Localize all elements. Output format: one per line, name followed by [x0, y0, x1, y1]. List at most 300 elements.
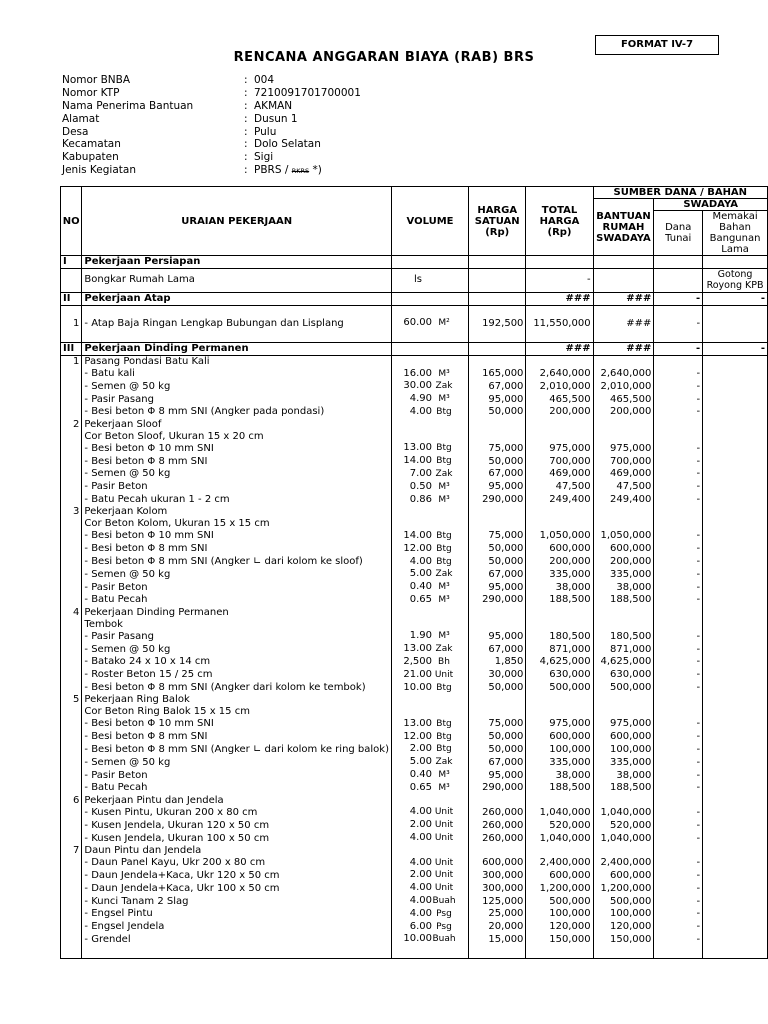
cell-no: 4 [61, 607, 82, 619]
cell-no [61, 832, 82, 845]
info-row [62, 74, 562, 87]
table-row [61, 530, 768, 543]
cell-bantuan: ### [593, 292, 654, 305]
cell-lama [703, 682, 768, 695]
cell-desc: Pekerjaan Kolom [82, 506, 392, 518]
table-row [61, 795, 768, 807]
cell-volume [392, 682, 469, 695]
cell-bantuan: 47,500 [593, 481, 654, 494]
cell-dana: - [654, 669, 703, 682]
cell-harga: 1,850 [469, 656, 526, 669]
cell-volume [392, 292, 469, 305]
volume-unit: M³ [438, 368, 450, 379]
cell-dana [654, 268, 703, 292]
cell-bantuan [593, 845, 654, 857]
cell-dana: - [654, 406, 703, 419]
cell-desc [82, 946, 392, 958]
cell-dana [654, 607, 703, 619]
cell-dana: - [654, 682, 703, 695]
cell-desc: - Semen @ 50 kg [82, 756, 392, 769]
cell-volume [392, 895, 469, 908]
volume-unit: Zak [435, 468, 453, 479]
volume-unit: Btg [436, 718, 452, 729]
cell-lama [703, 556, 768, 569]
cell-volume [392, 819, 469, 832]
cell-lama [703, 882, 768, 895]
cell-lama [703, 731, 768, 744]
cell-bantuan: 120,000 [593, 921, 654, 934]
cell-dana: - [654, 368, 703, 381]
cell-total: 975,000 [526, 718, 593, 731]
volume-unit: Zak [435, 644, 453, 655]
cell-lama [703, 694, 768, 706]
cell-desc: - Semen @ 50 kg [82, 380, 392, 393]
volume-unit: Unit [434, 857, 454, 868]
info-value: Pulu [254, 125, 277, 138]
cell-total [526, 419, 593, 431]
table-row [61, 819, 768, 832]
cell-harga: 260,000 [469, 806, 526, 819]
cell-no [61, 946, 82, 958]
cell-total: 600,000 [526, 543, 593, 556]
cell-desc: - Besi beton Φ 8 mm SNI (Angker dari kolom ke tembok) [82, 682, 392, 695]
volume-unit: M³ [438, 494, 450, 505]
cell-harga: 67,000 [469, 643, 526, 656]
volume-value: 4.00 [409, 882, 432, 894]
cell-desc [82, 305, 392, 317]
cell-desc: - Semen @ 50 kg [82, 468, 392, 481]
table-row [61, 494, 768, 507]
cell-desc: - Besi beton Φ 8 mm SNI [82, 731, 392, 744]
info-row [62, 138, 562, 151]
volume-value: 7.00 [409, 467, 432, 479]
cell-bantuan: 2,010,000 [593, 380, 654, 393]
cell-no: 6 [61, 795, 82, 807]
cell-volume [392, 419, 469, 431]
cell-volume [392, 581, 469, 594]
cell-dana: - [654, 882, 703, 895]
cell-dana: - [654, 630, 703, 643]
cell-dana: - [654, 643, 703, 656]
cell-harga: 95,000 [469, 630, 526, 643]
table-row [61, 619, 768, 631]
cell-harga [469, 268, 526, 292]
table-row [61, 630, 768, 643]
cell-total: 1,050,000 [526, 530, 593, 543]
cell-lama [703, 669, 768, 682]
cell-harga: 15,000 [469, 933, 526, 946]
header-swadaya: SWADAYA [654, 199, 768, 211]
section-row [61, 292, 768, 305]
cell-total [526, 256, 593, 269]
info-label: Jenis Kegiatan [62, 164, 136, 177]
cell-no [61, 543, 82, 556]
cell-volume [392, 756, 469, 769]
cell-bantuan [593, 946, 654, 958]
cell-lama [703, 895, 768, 908]
cell-total: 120,000 [526, 921, 593, 934]
info-value: Dolo Selatan [254, 138, 321, 151]
cell-volume [392, 494, 469, 507]
cell-total: 150,000 [526, 933, 593, 946]
cell-harga: 95,000 [469, 581, 526, 594]
cell-desc: - Besi beton Φ 8 mm SNI [82, 543, 392, 556]
cell-harga [469, 694, 526, 706]
info-label: Nomor KTP [62, 86, 120, 99]
cell-bantuan [593, 619, 654, 631]
cell-no [61, 494, 82, 507]
cell-dana: - [654, 543, 703, 556]
cell-lama [703, 330, 768, 342]
jenis-value-b: RKRS [291, 167, 310, 176]
cell-no [61, 643, 82, 656]
cell-lama: - [703, 342, 768, 355]
cell-desc: - Roster Beton 15 / 25 cm [82, 669, 392, 682]
volume-value: 2,500 [403, 655, 432, 667]
cell-no [61, 431, 82, 443]
table-row [61, 607, 768, 619]
cell-lama [703, 756, 768, 769]
cell-no [61, 933, 82, 946]
info-colon: : [244, 138, 248, 151]
table-row [61, 518, 768, 530]
table-row [61, 268, 768, 292]
table-row [61, 481, 768, 494]
cell-no [61, 530, 82, 543]
info-value: Dusun 1 [254, 112, 298, 125]
volume-value: 2.00 [409, 869, 432, 881]
table-row [61, 895, 768, 908]
cell-bantuan: 335,000 [593, 568, 654, 581]
cell-harga [469, 330, 526, 342]
cell-volume [392, 832, 469, 845]
volume-unit: Psg [436, 908, 452, 919]
volume-unit: Btg [436, 744, 452, 755]
cell-no [61, 682, 82, 695]
cell-lama [703, 506, 768, 518]
cell-volume [392, 619, 469, 631]
table-row [61, 468, 768, 481]
info-colon: : [244, 74, 248, 86]
cell-dana: - [654, 869, 703, 882]
cell-volume [392, 543, 469, 556]
volume-value: 5.00 [409, 568, 432, 580]
volume-unit: Zak [435, 381, 453, 392]
cell-volume [392, 706, 469, 718]
cell-bantuan: ### [593, 342, 654, 355]
cell-volume [392, 731, 469, 744]
cell-volume [392, 656, 469, 669]
cell-lama [703, 256, 768, 269]
volume-value: 60.00 [403, 317, 432, 329]
table-row [61, 506, 768, 518]
info-colon: : [244, 112, 248, 125]
table-row [61, 543, 768, 556]
cell-total: 469,000 [526, 468, 593, 481]
cell-volume [392, 718, 469, 731]
cell-bantuan: 335,000 [593, 756, 654, 769]
cell-total [526, 431, 593, 443]
cell-lama [703, 619, 768, 631]
cell-total [526, 330, 593, 342]
cell-harga [469, 607, 526, 619]
cell-lama [703, 782, 768, 795]
cell-desc: Pekerjaan Ring Balok [82, 694, 392, 706]
volume-value: 0.50 [409, 480, 432, 492]
cell-lama [703, 419, 768, 431]
cell-harga [469, 506, 526, 518]
info-colon: : [244, 164, 248, 177]
cell-bantuan: 100,000 [593, 743, 654, 756]
cell-harga: 50,000 [469, 543, 526, 556]
volume-value: 5.00 [409, 756, 432, 768]
table-row [61, 769, 768, 782]
cell-desc: - Batu Pecah [82, 782, 392, 795]
cell-desc: - Batu Pecah [82, 594, 392, 607]
cell-volume [392, 455, 469, 468]
table-row [61, 568, 768, 581]
cell-dana [654, 305, 703, 317]
volume-value: 10.00 [403, 933, 432, 945]
cell-desc: - Pasir Beton [82, 481, 392, 494]
cell-dana: - [654, 933, 703, 946]
cell-dana: - [654, 494, 703, 507]
cell-dana: - [654, 594, 703, 607]
cell-total [526, 506, 593, 518]
cell-harga [469, 795, 526, 807]
table-row [61, 380, 768, 393]
volume-unit: M³ [438, 582, 450, 593]
volume-value: 13.00 [403, 643, 432, 655]
cell-bantuan: 871,000 [593, 643, 654, 656]
cell-total: 2,640,000 [526, 368, 593, 381]
cell-lama [703, 656, 768, 669]
cell-bantuan [593, 305, 654, 317]
cell-desc: - Daun Panel Kayu, Ukr 200 x 80 cm [82, 857, 392, 870]
cell-total [526, 706, 593, 718]
cell-volume [392, 268, 469, 292]
cell-bantuan: 150,000 [593, 933, 654, 946]
info-row [62, 113, 562, 126]
cell-lama [703, 543, 768, 556]
cell-total: - [526, 268, 593, 292]
cell-desc: - Kunci Tanam 2 Slag [82, 895, 392, 908]
cell-total: 100,000 [526, 743, 593, 756]
volume-unit: Btg [436, 443, 452, 454]
cell-no [61, 656, 82, 669]
cell-volume [392, 256, 469, 269]
cell-lama [703, 869, 768, 882]
cell-no: 5 [61, 694, 82, 706]
cell-total: 38,000 [526, 769, 593, 782]
cell-volume [392, 806, 469, 819]
cell-lama [703, 718, 768, 731]
cell-volume [392, 442, 469, 455]
cell-harga: 50,000 [469, 556, 526, 569]
cell-lama [703, 908, 768, 921]
volume-unit: Unit [434, 669, 454, 680]
header-bantuan: BANTUAN RUMAH SWADAYA [593, 199, 654, 256]
cell-dana: - [654, 718, 703, 731]
cell-dana: - [654, 455, 703, 468]
cell-bantuan [593, 431, 654, 443]
cell-volume [392, 380, 469, 393]
cell-no [61, 921, 82, 934]
cell-desc: - Kusen Pintu, Ukuran 200 x 80 cm [82, 806, 392, 819]
cell-volume [392, 857, 469, 870]
cell-harga: 67,000 [469, 468, 526, 481]
cell-dana [654, 330, 703, 342]
cell-no [61, 819, 82, 832]
table-row [61, 556, 768, 569]
table-row [61, 882, 768, 895]
volume-value: 4.00 [409, 806, 432, 818]
cell-volume [392, 845, 469, 857]
cell-bantuan: 180,500 [593, 630, 654, 643]
cell-harga: 50,000 [469, 731, 526, 744]
volume-value: 2.00 [409, 819, 432, 831]
cell-lama [703, 819, 768, 832]
cell-desc: - Batu kali [82, 368, 392, 381]
header-harga: HARGA SATUAN (Rp) [469, 187, 526, 256]
cell-bantuan: 600,000 [593, 731, 654, 744]
cell-bantuan: 188,500 [593, 782, 654, 795]
cell-dana: - [654, 921, 703, 934]
volume-value: 0.65 [409, 781, 432, 793]
table-row [61, 857, 768, 870]
cell-dana [654, 419, 703, 431]
volume-unit: M³ [438, 782, 450, 793]
cell-volume [392, 607, 469, 619]
volume-value: 16.00 [403, 367, 432, 379]
cell-volume [392, 317, 469, 330]
cell-desc: Pekerjaan Persiapan [82, 256, 392, 269]
cell-no [61, 305, 82, 317]
cell-dana: - [654, 756, 703, 769]
cell-lama [703, 393, 768, 406]
cell-desc: - Grendel [82, 933, 392, 946]
cell-harga: 95,000 [469, 393, 526, 406]
cell-total: 600,000 [526, 869, 593, 882]
volume-unit: Bh [438, 656, 450, 667]
cell-desc: - Batu Pecah ukuran 1 - 2 cm [82, 494, 392, 507]
table-row [61, 806, 768, 819]
cell-dana: - [654, 731, 703, 744]
cell-no [61, 568, 82, 581]
cell-desc: Daun Pintu dan Jendela [82, 845, 392, 857]
volume-unit: Buah [432, 896, 456, 907]
cell-total: 4,625,000 [526, 656, 593, 669]
cell-bantuan [593, 506, 654, 518]
info-row [62, 100, 562, 113]
cell-dana: - [654, 769, 703, 782]
cell-lama [703, 468, 768, 481]
info-value: 004 [254, 74, 275, 86]
cell-bantuan: 600,000 [593, 543, 654, 556]
volume-value: 12.00 [403, 730, 432, 742]
rab-body [61, 256, 768, 959]
cell-volume [392, 406, 469, 419]
cell-no [61, 581, 82, 594]
cell-no: 7 [61, 845, 82, 857]
cell-total [526, 619, 593, 631]
jenis-value-c: *) [309, 164, 322, 177]
cell-dana [654, 694, 703, 706]
info-label: Nomor BNBA [62, 74, 131, 86]
cell-harga: 95,000 [469, 481, 526, 494]
cell-volume [392, 568, 469, 581]
cell-desc [82, 330, 392, 342]
cell-total: 600,000 [526, 731, 593, 744]
cell-no [61, 594, 82, 607]
cell-harga [469, 518, 526, 530]
cell-total [526, 607, 593, 619]
table-row [61, 682, 768, 695]
cell-no [61, 393, 82, 406]
cell-bantuan [593, 607, 654, 619]
cell-bantuan: 2,400,000 [593, 857, 654, 870]
volume-value: 0.40 [409, 581, 432, 593]
header-sumber: SUMBER DANA / BAHAN [593, 187, 767, 199]
cell-lama [703, 494, 768, 507]
cell-total: 2,400,000 [526, 857, 593, 870]
volume-value: 13.00 [403, 717, 432, 729]
cell-harga: 25,000 [469, 908, 526, 921]
info-value: Sigi [254, 151, 274, 164]
cell-total [526, 694, 593, 706]
cell-total [526, 946, 593, 958]
cell-desc: - Batako 24 x 10 x 14 cm [82, 656, 392, 669]
table-row [61, 442, 768, 455]
volume-value: 14.00 [403, 455, 432, 467]
header-volume: VOLUME [392, 187, 469, 256]
cell-no: I [61, 256, 82, 269]
cell-no [61, 895, 82, 908]
cell-bantuan: 469,000 [593, 468, 654, 481]
cell-lama [703, 594, 768, 607]
header-no: NO [61, 187, 82, 256]
cell-volume [392, 431, 469, 443]
info-colon: : [244, 99, 248, 112]
cell-volume [392, 305, 469, 317]
volume-value: 4.00 [409, 832, 432, 844]
cell-harga [469, 706, 526, 718]
cell-total [526, 305, 593, 317]
cell-bantuan: 38,000 [593, 581, 654, 594]
cell-volume [392, 921, 469, 934]
cell-total: 47,500 [526, 481, 593, 494]
cell-lama [703, 946, 768, 958]
cell-lama [703, 706, 768, 718]
volume-unit: Psg [436, 921, 452, 932]
cell-bantuan: 465,500 [593, 393, 654, 406]
cell-desc: - Daun Jendela+Kaca, Ukr 100 x 50 cm [82, 882, 392, 895]
cell-volume [392, 556, 469, 569]
cell-no [61, 782, 82, 795]
cell-no [61, 630, 82, 643]
volume-unit: Unit [434, 833, 454, 844]
cell-bantuan: 1,040,000 [593, 832, 654, 845]
cell-no [61, 908, 82, 921]
cell-harga [469, 946, 526, 958]
cell-no: 1 [61, 317, 82, 330]
cell-no: 3 [61, 506, 82, 518]
cell-lama [703, 806, 768, 819]
format-label: FORMAT IV-7 [595, 35, 719, 55]
info-label: Nama Penerima Bantuan [62, 99, 194, 112]
cell-bantuan: 1,050,000 [593, 530, 654, 543]
cell-total: 100,000 [526, 908, 593, 921]
